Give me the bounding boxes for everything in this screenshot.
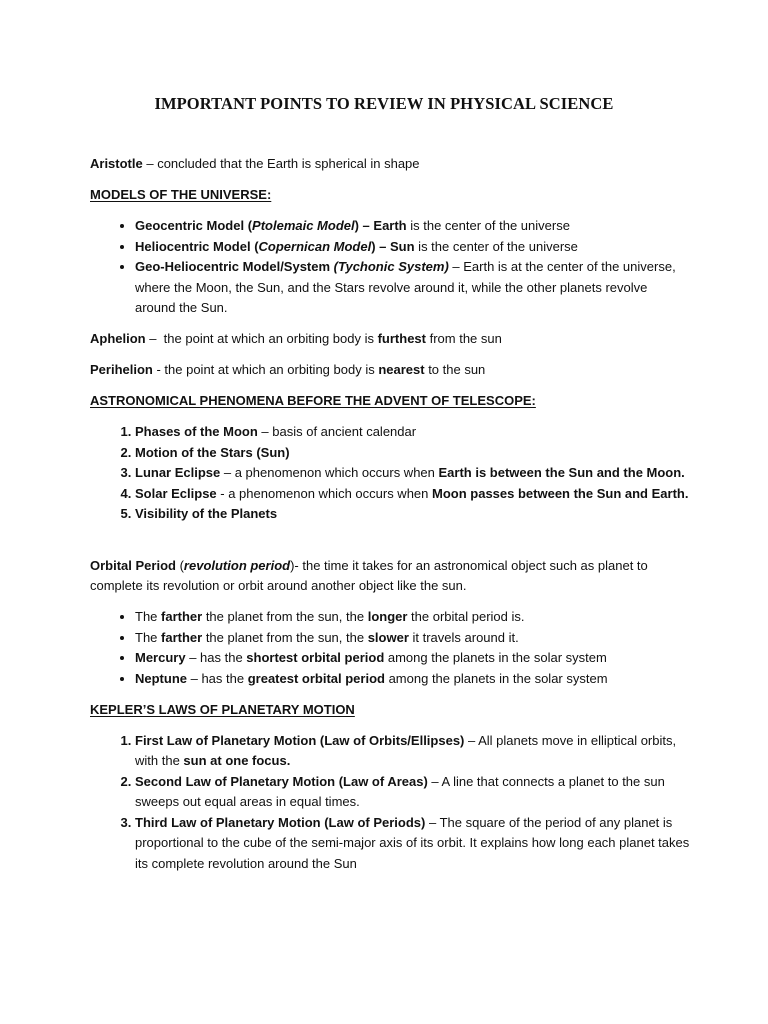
list-item [135, 669, 690, 690]
orbital-definition: )- the time it takes for an astronomical object such as planet to complete its revolution or orbit around another object like the sun. [90, 557, 648, 593]
orbital-open: ( [175, 557, 184, 573]
perihelion-paragraph [90, 360, 690, 381]
document-body [90, 154, 690, 885]
model-desc: is the center of the universe [406, 218, 570, 233]
phenomenon-emphasis: Earth is between the Sun and the Moon. [438, 465, 685, 480]
perihelion-text-end: to the sun [424, 362, 486, 377]
point-emphasis: Mercury [135, 650, 186, 665]
perihelion-term: Perihelion [90, 362, 153, 377]
model-name: Geo-Heliocentric Model/System [135, 259, 334, 274]
point-text: the planet from the sun, the [202, 609, 368, 624]
point-emphasis: farther [161, 609, 203, 624]
point-text: the orbital period is. [407, 609, 525, 624]
point-emphasis: greatest orbital period [247, 670, 385, 686]
phenomenon-term: Visibility of the Planets [135, 506, 278, 521]
aphelion-term: Aphelion [90, 331, 146, 346]
model-center: ) – Earth [354, 218, 407, 233]
aphelion-emphasis: furthest [377, 331, 426, 346]
blank-line [90, 535, 690, 556]
kepler-heading: KEPLER’S LAWS OF PLANETARY MOTION [90, 701, 355, 717]
orbital-term: Orbital Period [90, 557, 176, 573]
point-text: the planet from the sun, the [202, 629, 368, 645]
list-item [135, 422, 690, 443]
model-desc: is the center of the universe [414, 238, 578, 254]
point-emphasis: longer [367, 609, 408, 624]
list-item [135, 257, 690, 319]
phenomena-heading: ASTRONOMICAL PHENOMENA BEFORE THE ADVENT OF TELESCOPE: [90, 393, 536, 408]
point-text: The [135, 629, 162, 645]
orbital-points-list [90, 607, 690, 689]
phenomenon-emphasis: Moon passes between the Sun and Earth. [432, 485, 689, 501]
model-desc: – Earth is at the center of the universe, where the Moon, the Sun, and the Stars revolve around it, while the other planets revolve around the Sun. [135, 259, 676, 315]
models-list [90, 216, 690, 319]
list-item [135, 772, 690, 813]
perihelion-text: - the point at which an orbiting body is [152, 362, 379, 377]
aristotle-term: Aristotle [90, 156, 143, 171]
models-heading: MODELS OF THE UNIVERSE: [90, 187, 272, 202]
point-emphasis: slower [367, 629, 409, 645]
model-alt-name: Copernican Model [258, 238, 372, 254]
point-emphasis: shortest orbital period [246, 650, 385, 665]
aphelion-text-end: from the sun [425, 331, 502, 346]
law-term: Second Law of Planetary Motion (Law of Areas) [135, 773, 428, 789]
point-text: among the planets in the solar system [384, 670, 608, 686]
point-text: – has the [187, 670, 248, 686]
phenomenon-term: Motion of the Stars (Sun) [135, 444, 290, 460]
phenomenon-term: Phases of the Moon [135, 424, 258, 439]
aristotle-text: – concluded that the Earth is spherical in shape [142, 156, 420, 171]
list-item [135, 443, 690, 464]
aphelion-paragraph [90, 329, 690, 350]
list-item [135, 484, 690, 505]
kepler-list [90, 731, 690, 875]
law-term: First Law of Planetary Motion (Law of Orbits/Ellipses) [135, 732, 465, 748]
list-item [135, 648, 690, 669]
point-emphasis: farther [161, 629, 203, 645]
list-item [135, 813, 690, 875]
model-center: ) – Sun [371, 238, 415, 254]
law-term: Third Law of Planetary Motion (Law of Periods) [135, 814, 426, 830]
list-item [135, 463, 690, 484]
orbital-period-paragraph [90, 556, 690, 597]
model-alt-name: (Tychonic System) [333, 259, 449, 274]
list-item [135, 628, 690, 649]
law-text: – A line that connects a planet to the sun sweeps out equal areas in equal times. [135, 773, 665, 809]
phenomenon-text: – a phenomenon which occurs when [220, 465, 439, 480]
point-text: The [135, 609, 162, 624]
point-emphasis: Neptune [135, 670, 187, 686]
point-text: it travels around it. [408, 629, 519, 645]
point-text: among the planets in the solar system [384, 650, 607, 665]
law-text: – All planets move in elliptical orbits, with the [135, 732, 677, 768]
phenomenon-term: Lunar Eclipse [135, 465, 221, 480]
list-item [135, 504, 690, 525]
phenomenon-text: – basis of ancient calendar [257, 424, 417, 439]
law-text: – The square of the period of any planet is proportional to the cube of the semi-major axis of its orbit. It explains how long each planet takes its complete revolution around the Sun [135, 814, 690, 871]
law-emphasis: sun at one focus. [183, 753, 291, 768]
list-item [135, 607, 690, 628]
phenomenon-text: - a phenomenon which occurs when [216, 485, 433, 501]
phenomenon-term: Solar Eclipse [135, 485, 217, 501]
page-title: IMPORTANT POINTS TO REVIEW IN PHYSICAL SCIENCE [154, 94, 614, 113]
point-text: – has the [185, 650, 247, 665]
orbital-alt-term: revolution period [183, 557, 291, 573]
aristotle-paragraph [90, 154, 690, 175]
aphelion-text: – the point at which an orbiting body is [145, 331, 378, 346]
list-item [135, 731, 690, 772]
phenomena-list [90, 422, 690, 525]
list-item [135, 216, 690, 237]
model-alt-name: Ptolemaic Model [252, 218, 355, 233]
model-name: Heliocentric Model ( [135, 238, 259, 254]
perihelion-emphasis: nearest [378, 362, 425, 377]
list-item [135, 237, 690, 258]
model-name: Geocentric Model ( [135, 218, 253, 233]
